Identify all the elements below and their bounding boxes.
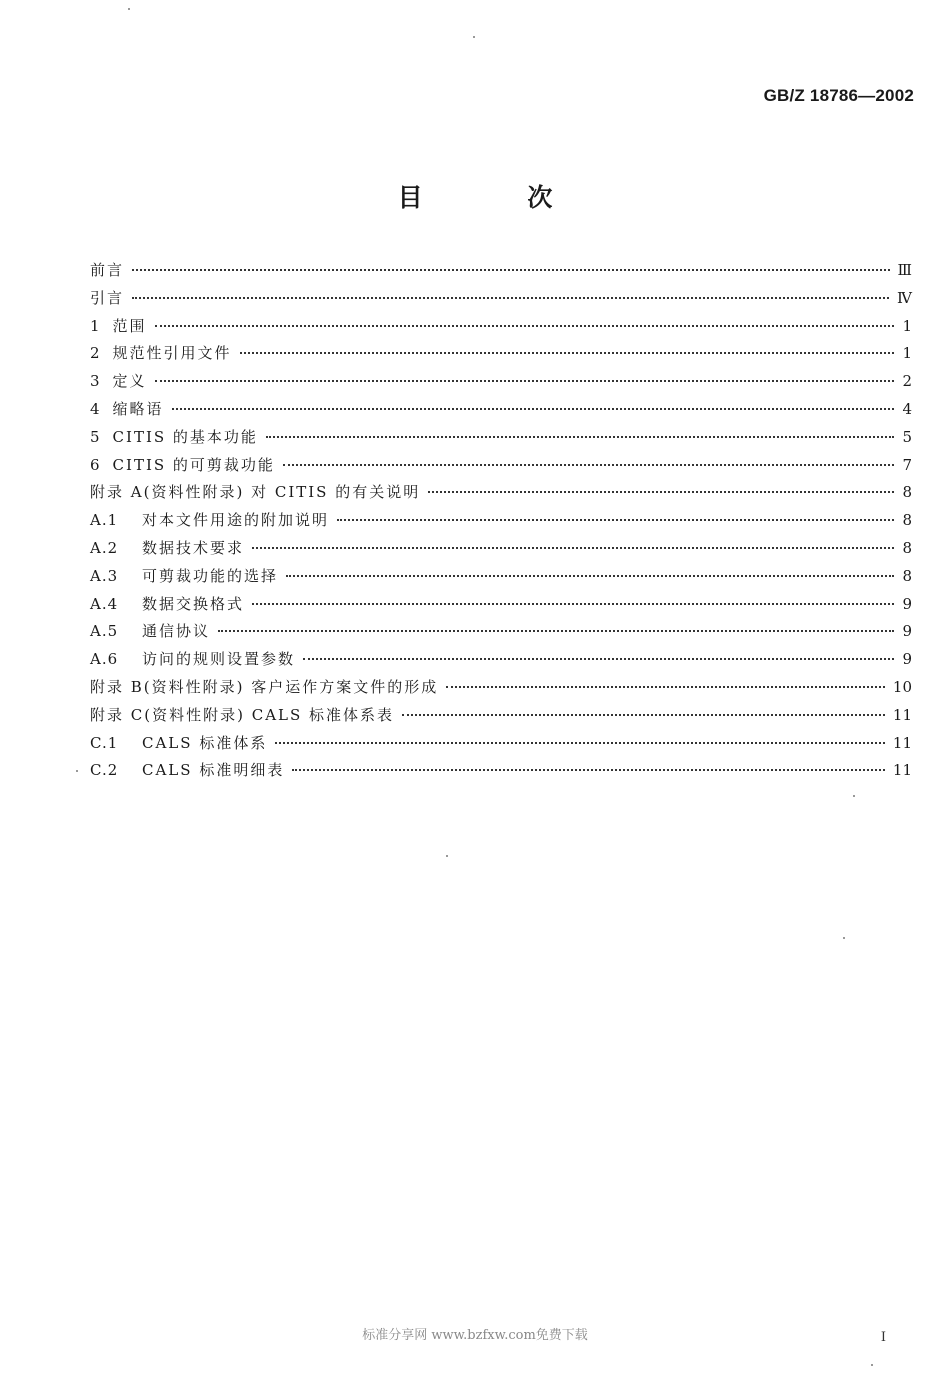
toc-entry-number: A.3: [90, 566, 119, 585]
toc-entry-number: C.1: [90, 733, 119, 752]
toc-entry-page: 9: [902, 594, 912, 613]
toc-entry[interactable]: [90, 368, 912, 396]
toc-entry-label: 前言: [90, 261, 125, 279]
toc-dot-leader: [132, 297, 889, 299]
scan-speck: [871, 1364, 873, 1366]
toc-entry-number: A.5: [90, 622, 119, 641]
toc-entry-page: 9: [902, 650, 912, 669]
toc-dot-leader: [275, 742, 885, 744]
toc-entry-label: 缩略语: [112, 399, 164, 418]
toc-entry[interactable]: [90, 313, 912, 341]
toc-entry[interactable]: [90, 646, 912, 674]
toc-dot-leader: [283, 464, 894, 466]
toc-entry[interactable]: [90, 424, 912, 452]
toc-dot-leader: [132, 269, 890, 271]
toc-entry-label: CALS 标准体系: [142, 733, 268, 752]
toc-entry-page: 2: [902, 372, 912, 391]
toc-entry[interactable]: [90, 591, 912, 619]
toc-entry-label: CALS 标准明细表: [142, 761, 285, 780]
toc-entry-number: 3: [90, 372, 101, 391]
toc-entry-number: A.1: [90, 511, 119, 530]
scan-speck: [853, 795, 855, 797]
toc-entry-page: 11: [892, 705, 912, 724]
toc-entry-page: 5: [902, 427, 912, 446]
toc-entry-number: C.2: [90, 761, 119, 780]
toc-dot-leader: [252, 603, 894, 605]
toc-entry-label: 数据交换格式: [142, 594, 245, 613]
toc-entry-number: 1: [90, 316, 101, 335]
toc-entry-number: 4: [90, 399, 101, 418]
toc-entry-label: 附录 C(资料性附录) CALS 标准体系表: [90, 705, 395, 724]
scan-speck: [473, 36, 475, 38]
scan-speck: [446, 855, 448, 857]
toc-dot-leader: [172, 408, 894, 410]
toc-entry[interactable]: [90, 730, 912, 758]
toc-entry-number: A.6: [90, 650, 119, 669]
toc-entry[interactable]: [90, 257, 912, 285]
toc-entry-page: Ⅲ: [897, 261, 912, 279]
toc-entry-page: Ⅳ: [897, 288, 912, 307]
toc-entry-label: 附录 B(资料性附录) 客户运作方案文件的形成: [90, 677, 439, 696]
toc-entry-page: 8: [902, 511, 912, 530]
toc-entry-page: 8: [902, 538, 912, 557]
scan-speck: [76, 770, 78, 772]
toc-entry[interactable]: [90, 479, 912, 507]
toc-dot-leader: [218, 630, 894, 632]
footer-page-number: I: [880, 1330, 886, 1345]
toc-entry-page: 7: [902, 455, 912, 474]
toc-entry-label: 定义: [112, 372, 147, 391]
toc-entry-label: 对本文件用途的附加说明: [142, 511, 330, 530]
toc-entry-label: 数据技术要求: [142, 538, 245, 557]
toc-entry-label: CITIS 的可剪裁功能: [112, 455, 275, 474]
toc-dot-leader: [446, 686, 885, 688]
toc-entry-page: 4: [902, 399, 912, 418]
toc-entry[interactable]: [90, 563, 912, 591]
toc-entry-number: A.2: [90, 538, 119, 557]
toc-dot-leader: [337, 519, 894, 521]
toc-dot-leader: [428, 491, 894, 493]
toc-dot-leader: [402, 714, 885, 716]
toc-entry-page: 1: [902, 344, 912, 363]
table-of-contents: [90, 257, 912, 785]
toc-entry[interactable]: [90, 702, 912, 730]
toc-entry[interactable]: [90, 535, 912, 563]
toc-entry-page: 8: [902, 483, 912, 502]
toc-entry[interactable]: [90, 285, 912, 313]
page-title: 目 次: [397, 183, 601, 212]
toc-entry[interactable]: [90, 507, 912, 535]
toc-entry-label: 可剪裁功能的选择: [142, 566, 279, 585]
toc-entry-number: 5: [90, 427, 101, 446]
toc-entry[interactable]: [90, 618, 912, 646]
toc-entry-label: 访问的规则设置参数: [142, 650, 296, 669]
toc-entry-label: 引言: [90, 288, 125, 307]
toc-entry-page: 9: [902, 622, 912, 641]
toc-entry[interactable]: [90, 396, 912, 424]
toc-entry-label: 通信协议: [142, 622, 211, 641]
toc-dot-leader: [252, 547, 894, 549]
toc-dot-leader: [240, 352, 894, 354]
scan-speck: [128, 8, 130, 10]
toc-entry[interactable]: [90, 452, 912, 480]
scan-speck: [843, 937, 845, 939]
toc-dot-leader: [286, 575, 894, 577]
toc-dot-leader: [155, 325, 894, 327]
toc-dot-leader: [292, 769, 885, 771]
toc-entry[interactable]: [90, 674, 912, 702]
toc-entry-page: 11: [892, 733, 912, 752]
toc-entry[interactable]: [90, 340, 912, 368]
toc-entry-page: 8: [902, 566, 912, 585]
toc-dot-leader: [266, 436, 894, 438]
toc-entry-number: 6: [90, 455, 101, 474]
toc-entry-label: 附录 A(资料性附录) 对 CITIS 的有关说明: [90, 483, 421, 502]
toc-entry-label: 规范性引用文件: [112, 344, 232, 363]
toc-entry-number: 2: [90, 344, 101, 363]
toc-entry-page: 1: [902, 316, 912, 335]
toc-entry-label: 范围: [112, 316, 147, 335]
standard-number: GB/Z 18786—2002: [763, 86, 914, 105]
toc-entry-label: CITIS 的基本功能: [112, 427, 258, 446]
toc-entry-number: A.4: [90, 594, 119, 613]
footer-watermark-site: 标准分享网 www.bzfxw.com免费下载: [362, 1328, 588, 1343]
toc-entry[interactable]: [90, 757, 912, 785]
toc-dot-leader: [155, 380, 894, 382]
toc-entry-page: 11: [892, 761, 912, 780]
toc-dot-leader: [303, 658, 894, 660]
toc-entry-page: 10: [892, 677, 912, 696]
